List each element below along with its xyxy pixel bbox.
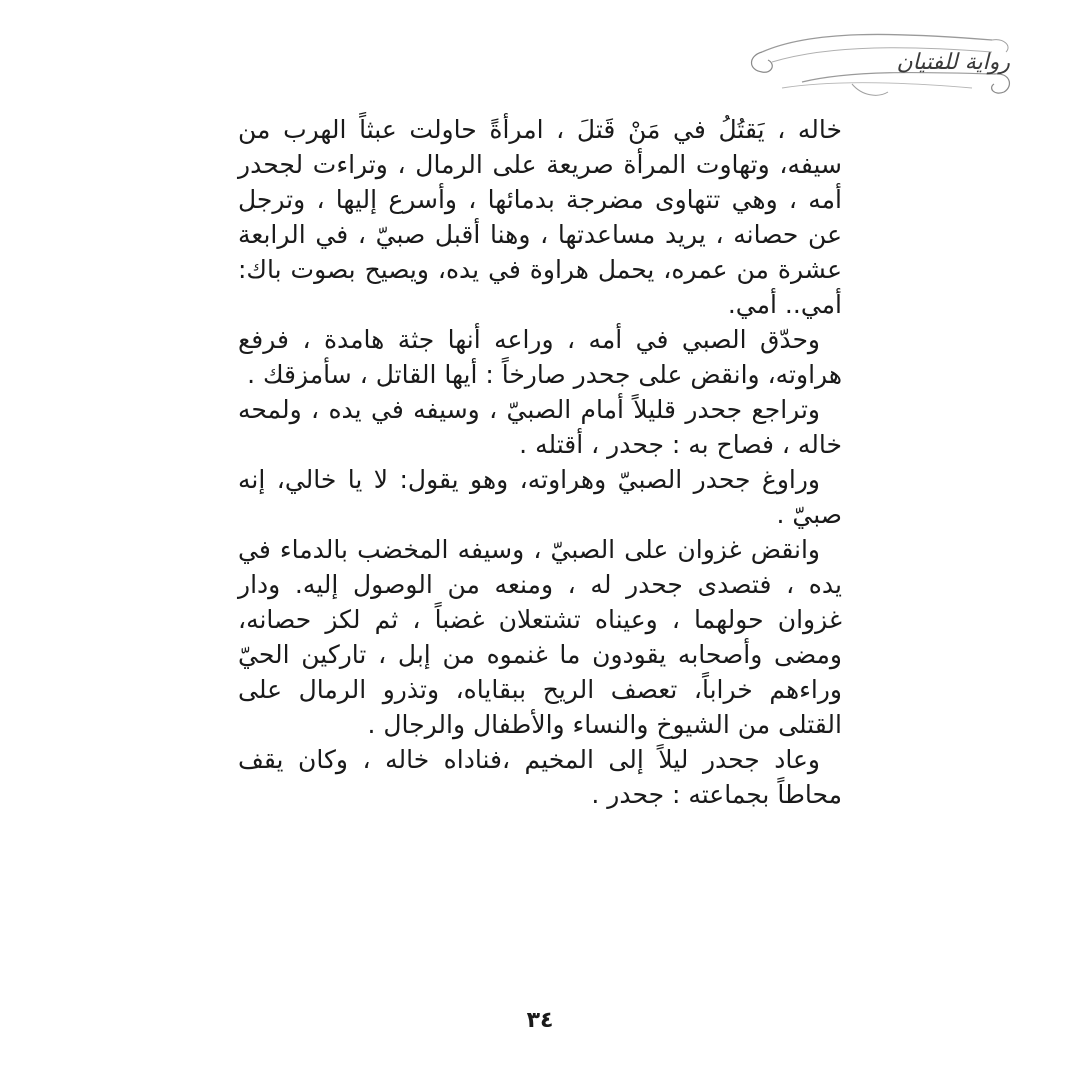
book-series-title: رواية للفتيان xyxy=(896,50,1010,75)
paragraph: وتراجع جحدر قليلاً أمام الصبيّ ، وسيفه في يده ، ولمحه خاله ، فصاح به : جحدر ، أقتله . xyxy=(238,395,842,459)
paragraph: وحدّق الصبي في أمه ، وراعه أنها جثة هامدة ، فرفع هراوته، وانقض على جحدر صارخاً : أيها القاتل ، سأمزقك . xyxy=(238,325,842,389)
paragraph: وراوغ جحدر الصبيّ وهراوته، وهو يقول: لا يا خالي، إنه صبيّ . xyxy=(238,465,842,529)
paragraph: وعاد جحدر ليلاً إلى المخيم ،فناداه خاله ، وكان يقف محاطاً بجماعته : جحدر . xyxy=(238,745,842,809)
paragraph: خاله ، يَقتُلُ في مَنْ قَتلَ ، امرأةً حاولت عبثاً الهرب من سيفه، وتهاوت المرأة صريعة على الرمال ، وتراءت لجحدر أمه ، وهي تتهاوى مضرجة بدمائها ، وأسرع إليها ، وترجل عن حصانه ، يريد مساعدتها ، وهنا أقبل صبيّ ، في الرابعة عشرة من عمره، يحمل هراوة في يده، ويصيح بصوت باك: أمي.. أمي. xyxy=(238,115,842,319)
header-ornament xyxy=(742,22,1032,102)
page-number: ٣٤ xyxy=(526,1008,554,1033)
body-text xyxy=(238,112,842,812)
paragraph: وانقض غزوان على الصبيّ ، وسيفه المخضب بالدماء في يده ، فتصدى جحدر له ، ومنعه من الوصول إليه. ودار غزوان حولهما ، وعيناه تشتعلان غضباً ، ثم لكز حصانه، ومضى وأصحابه يقودون ما غنموه من إبل ، تاركين الحيّ وراءهم خراباً، تعصف الريح ببقاياه، وتذرو الرمال على القتلى من الشيوخ والنساء والأطفال والرجال . xyxy=(238,535,842,739)
